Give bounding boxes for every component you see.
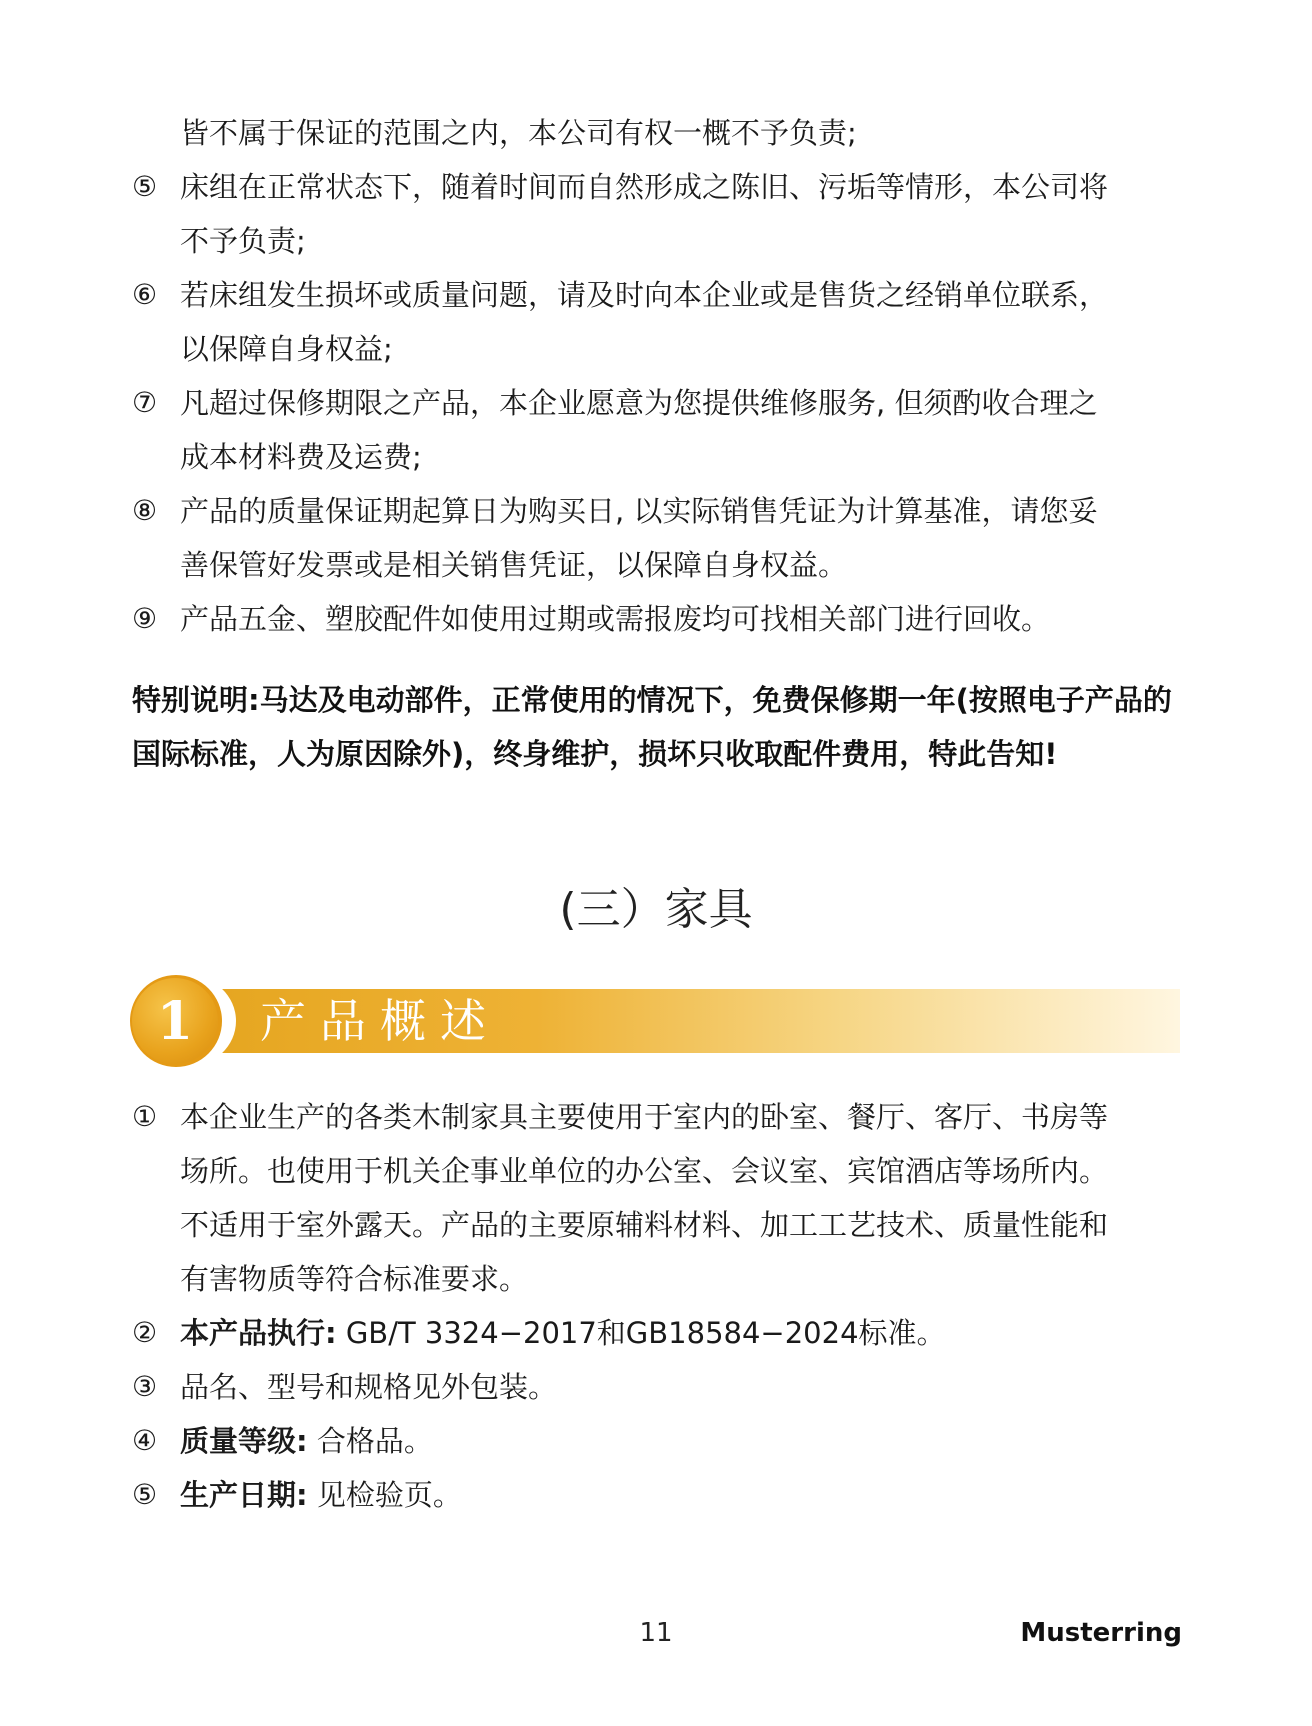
brand-name: Musterring — [1020, 1618, 1182, 1648]
warranty-item-8 — [132, 484, 1192, 592]
warranty-item-9 — [132, 592, 1192, 646]
item-label: 本产品执行: — [180, 1316, 337, 1350]
item-text-line1: 产品的质量保证期起算日为购买日, 以实际销售凭证为计算基准，请您妥 — [180, 494, 1098, 528]
item-text — [180, 1414, 1192, 1468]
overview-item-1 — [132, 1090, 1192, 1306]
item-text-line3: 不适用于室外露天。产品的主要原辅料材料、加工工艺技术、质量性能和 — [180, 1208, 1109, 1242]
item-text-line4: 有害物质等符合标准要求。 — [180, 1262, 529, 1296]
continued-line: 皆不属于保证的范围之内，本公司有权一概不予负责; — [180, 116, 857, 150]
banner-number: 1 — [132, 978, 218, 1064]
page-number: 11 — [639, 1618, 673, 1648]
banner-circle — [130, 975, 222, 1067]
overview-item-3 — [132, 1360, 1192, 1414]
item-label: 生产日期: — [180, 1478, 308, 1512]
item-text-line2: 善保管好发票或是相关销售凭证，以保障自身权益。 — [180, 548, 848, 582]
item-text-line2: 场所。也使用于机关企事业单位的办公室、会议室、宾馆酒店等场所内。 — [180, 1154, 1109, 1188]
overview-item-4 — [132, 1414, 1192, 1468]
item-text-line1: 凡超过保修期限之产品，本企业愿意为您提供维修服务, 但须酌收合理之 — [180, 386, 1098, 420]
item-text-line1: 若床组发生损坏或质量问题，请及时向本企业或是售货之经销单位联系， — [180, 278, 1109, 312]
item-text — [180, 1306, 1192, 1360]
item-text-line1: 床组在正常状态下，随着时间而自然形成之陈旧、污垢等情形，本公司将 — [180, 170, 1109, 204]
item-number: ③ — [132, 1370, 158, 1403]
item-text-line2: 成本材料费及运费; — [180, 440, 422, 474]
section-title: (三）家具 — [559, 884, 753, 935]
special-note: 特别说明:马达及电动部件，正常使用的情况下，免费保修期一年(按照电子产品的国际标准，人为原因除外)，终身维护，损坏只收取配件费用，特此告知! — [132, 683, 1172, 771]
item-number: ⑧ — [132, 494, 158, 527]
item-number: ② — [132, 1316, 158, 1349]
overview-item-2 — [132, 1306, 1192, 1360]
item-number: ⑦ — [132, 386, 158, 419]
item-value: GB/T 3324−2017和GB18584−2024标准。 — [336, 1316, 946, 1350]
item-number: ⑥ — [132, 278, 158, 311]
warranty-item-7 — [132, 376, 1192, 484]
item-value: 见检验页。 — [307, 1478, 462, 1512]
overview-item-5 — [132, 1468, 1192, 1522]
item-text — [180, 1468, 1192, 1522]
item-number: ⑨ — [132, 602, 158, 635]
section-banner — [130, 975, 1180, 1067]
warranty-item-6 — [132, 268, 1192, 376]
item-number: ① — [132, 1100, 158, 1133]
item-text-line1: 产品五金、塑胶配件如使用过期或需报废均可找相关部门进行回收。 — [180, 602, 1051, 636]
item-value: 合格品。 — [307, 1424, 433, 1458]
item-number: ⑤ — [132, 170, 158, 203]
item-text-line2: 不予负责; — [180, 224, 306, 258]
warranty-item-5 — [132, 160, 1192, 268]
item-text-line1: 本企业生产的各类木制家具主要使用于室内的卧室、餐厅、客厅、书房等 — [180, 1100, 1109, 1134]
item-text-line2: 以保障自身权益; — [180, 332, 393, 366]
item-text: 品名、型号和规格见外包装。 — [180, 1370, 558, 1404]
item-number: ④ — [132, 1424, 158, 1457]
item-number: ⑤ — [132, 1478, 158, 1511]
banner-title: 产品概述 — [260, 994, 500, 1048]
item-label: 质量等级: — [180, 1424, 308, 1458]
